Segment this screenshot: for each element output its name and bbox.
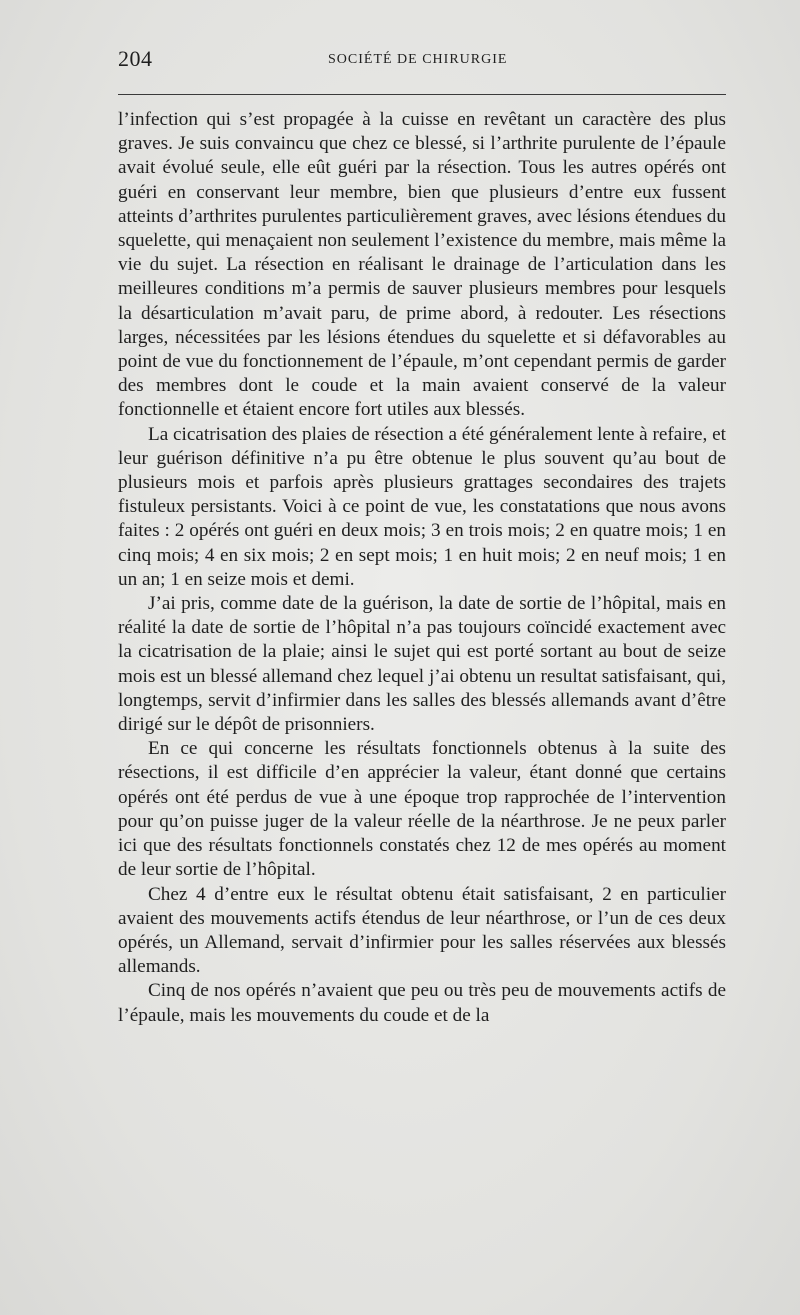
paragraph: Cinq de nos opérés n’avaient que peu ou très peu de mouvements actifs de l’épaule, mais les mouvements du coude et de la [118,980,726,1026]
paragraph-continued: l’infection qui s’est propagée à la cuisse en revêtant un caractère des plus graves. Je suis convaincu que chez ce blessé, si l’arthrite purulente de l’épaule avait évolué seule, elle eût guéri par la résection. Tous les autres opérés ont guéri en conservant leur membre, bien que plusieurs d’entre eux fussent atteints d’arthrites purulentes particulièrement graves, avec lésions étendues du squelette, qui menaçaient non seulement l’existence du membre, mais même la vie du sujet. La résection en réalisant le drainage de l’articulation dans les meilleures conditions m’a permis de sauver plusieurs membres pour lesquels la désarticulation m’avait paru, de prime abord, à redouter. Les résections larges, nécessitées par les lésions étendues du squelette et si défavorables au point de vue du fonctionnement de l’épaule, m’ont cependant permis de garder des membres dont le coude et la main avaient conservé de la valeur fonctionnelle et étaient encore fort utiles aux blessés. [118,109,726,421]
paragraph: La cicatrisation des plaies de résection a été généralement lente à refaire, et leur guérison définitive n’a pu être obtenue le plus souvent qu’au bout de plusieurs mois et parfois après plusieurs grattages secondaires des trajets fistuleux persistants. Voici à ce point de vue, les constatations que nous avons faites : 2 opérés ont guéri en deux mois; 3 en trois mois; 2 en quatre mois; 1 en cinq mois; 4 en six mois; 2 en sept mois; 1 en huit mois; 2 en neuf mois; 1 en un an; 1 en seize mois et demi. [118,423,726,590]
page-header [118,46,726,76]
paragraph: Chez 4 d’entre eux le résultat obtenu était satisfaisant, 2 en particulier avaient des mouvements actifs étendus de leur néarthrose, or l’un de ces deux opérés, un Allemand, servait d’infirmier pour les salles réservées aux blessés allemands. [118,883,726,978]
body-text [118,108,726,1028]
running-head: SOCIÉTÉ DE CHIRURGIE [328,52,508,67]
paragraph: En ce qui concerne les résultats fonctionnels obtenus à la suite des résections, il est difficile d’en apprécier la valeur, étant donné que certains opérés ont été perdus de vue à une époque trop rapprochée de l’intervention pour qu’on puisse juger de la valeur réelle de la néarthrose. Je ne peux parler ici que des résultats fonctionnels constatés chez 12 de mes opérés au moment de leur sortie de l’hôpital. [118,738,726,881]
paragraph: J’ai pris, comme date de la guérison, la date de sortie de l’hôpital, mais en réalité la date de sortie de l’hôpital n’a pas toujours coïncidé exactement avec la cicatrisation de la plaie; ainsi le sujet qui est porté sortant au bout de seize mois est un blessé allemand chez lequel j’ai obtenu un resultat satisfaisant, qui, longtemps, servit d’infirmier dans les salles des blessés allemands avant d’être dirigé sur le dépôt de prisonniers. [118,593,726,736]
page-number: 204 [118,46,153,71]
header-rule [118,94,726,95]
